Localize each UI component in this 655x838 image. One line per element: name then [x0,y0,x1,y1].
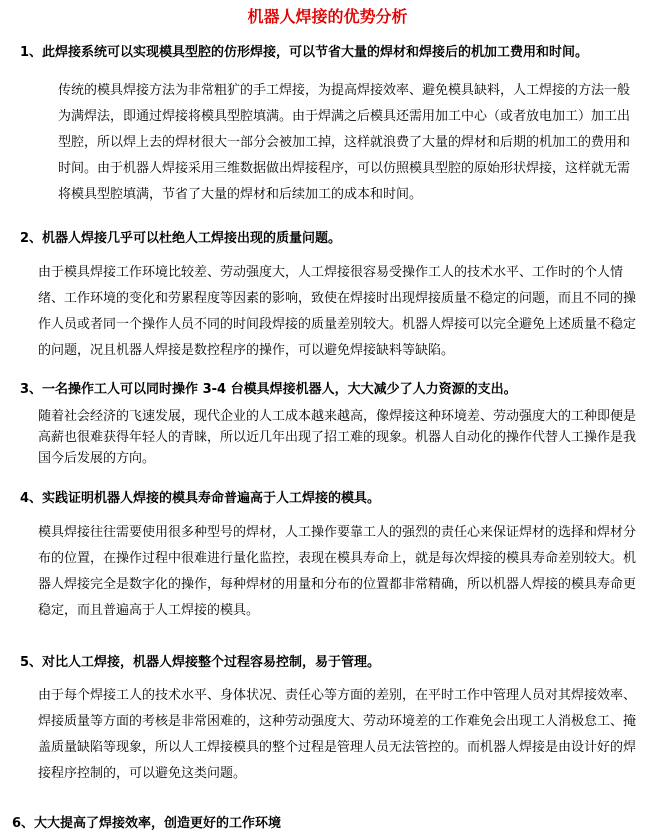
section-6-heading: 6、大大提高了焊接效率，创造更好的工作环境 [12,816,282,831]
section-2-heading: 2、机器人焊接几乎可以杜绝人工焊接出现的质量问题。 [20,231,342,246]
section-1-heading: 1、此焊接系统可以实现模具型腔的仿形焊接，可以节省大量的焊材和焊接后的机加工费用和时间。 [20,45,589,60]
section-1-body: 传统的模具焊接方法为非常粗犷的手工焊接，为提高焊接效率、避免模具缺料，人工焊接的方法一般为满焊法，即通过焊接将模具型腔填满。由于焊满之后模具还需用加工中心（或者放电加工）加工出型腔，所以焊上去的焊材很大一部分会被加工掉，这样就浪费了大量的焊材和后期的机加工的费用和时间。由于机器人焊接采用三维数据做出焊接程序，可以仿照模具型腔的原始形状焊接，这样就无需将模具型腔填满，节省了大量的焊材和后续加工的成本和时间。 [58,83,631,202]
section-5-heading: 5、对比人工焊接，机器人焊接整个过程容易控制，易于管理。 [20,655,381,670]
page-title: 机器人焊接的优势分析 [247,7,408,26]
section-2-body: 由于模具焊接工作环境比较差、劳动强度大，人工焊接很容易受操作工人的技术水平、工作时的个人情绪、工作环境的变化和劳累程度等因素的影响，致使在焊接时出现焊接质量不稳定的问题，而且不同的操作人员或者同一个操作人员不同的时间段焊接的质量差别较大。机器人焊接可以完全避免上述质量不稳定的问题，况且机器人焊接是数控程序的操作，可以避免焊接缺料等缺陷。 [38,265,637,358]
section-5-body: 由于每个焊接工人的技术水平、身体状况、责任心等方面的差别，在平时工作中管理人员对其焊接效率、焊接质量等方面的考核是非常困难的，这种劳动强度大、劳动环境差的工作难免会出现工人消极怠工、掩盖质量缺陷等现象，所以人工焊接模具的整个过程是管理人员无法管控的。而机器人焊接是由设计好的焊接程序控制的，可以避免这类问题。 [38,688,637,781]
section-3-body: 随着社会经济的飞速发展，现代企业的人工成本越来越高，像焊接这种环境差、劳动强度大的工种即便是高薪也很难获得年轻人的青睐，所以近几年出现了招工难的现象。机器人自动化的操作代替人工操作是我国今后发展的方向。 [38,409,637,466]
section-4-heading: 4、实践证明机器人焊接的模具寿命普遍高于人工焊接的模具。 [20,491,381,506]
section-3-heading: 3、一名操作工人可以同时操作 3-4 台模具焊接机器人，大大减少了人力资源的支出。 [20,382,517,397]
section-4-body: 模具焊接往往需要使用很多种型号的焊材，人工操作要靠工人的强烈的责任心来保证焊材的选择和焊材分布的位置，在操作过程中很难进行量化监控，表现在模具寿命上，就是每次焊接的模具寿命差别较大。机器人焊接完全是数字化的操作，每种焊材的用量和分布的位置都非常精确，所以机器人焊接的模具寿命更稳定，而且普遍高于人工焊接的模具。 [38,525,637,618]
